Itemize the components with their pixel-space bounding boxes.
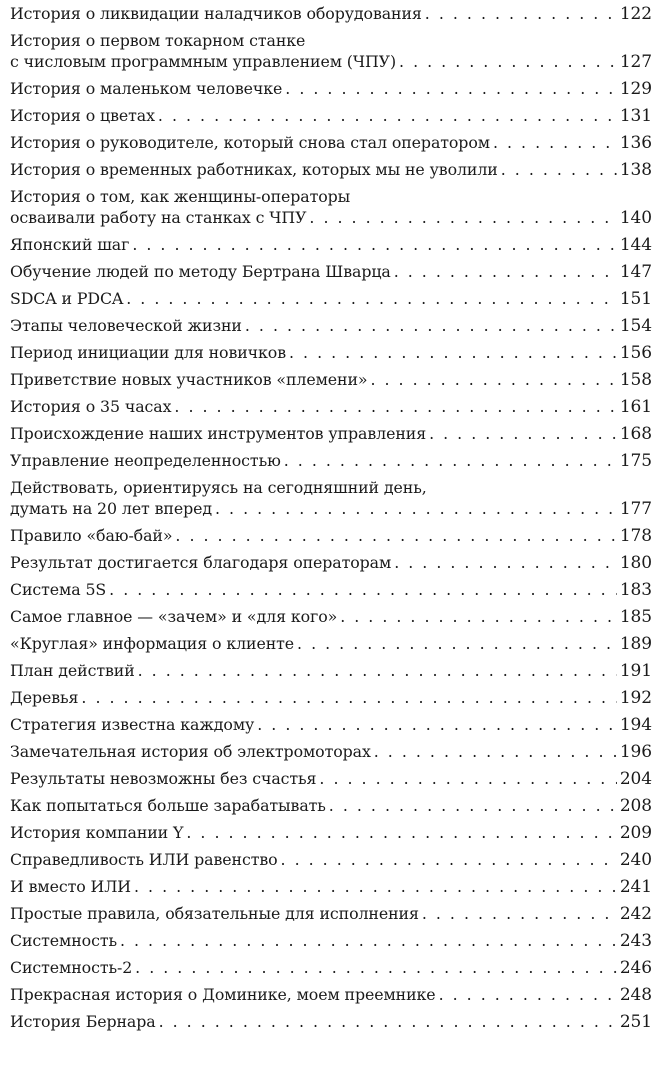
toc-entry-page-number: 138 — [619, 160, 652, 180]
toc-entry-title: Системность — [10, 931, 117, 950]
toc-entry-page-number: 168 — [619, 424, 652, 444]
dot-leader — [159, 1011, 617, 1032]
dot-leader — [81, 687, 616, 708]
toc-entry-page-number: 136 — [619, 133, 652, 153]
toc-entry-title: История о цветах — [10, 106, 155, 125]
toc-entry-page-number: 129 — [619, 79, 652, 99]
toc-entry-title-line: История о том, как женщины-операторы — [10, 187, 351, 206]
dot-leader — [285, 78, 617, 99]
toc-entry-title: История о руководителе, который снова стал оператором — [10, 133, 490, 152]
toc-entry-title: Замечательная история об электромоторах — [10, 742, 371, 761]
toc-entry-page-number: 140 — [619, 208, 652, 228]
toc-entry — [10, 78, 652, 105]
toc-entry — [10, 159, 652, 186]
toc-entry-last-line — [10, 984, 652, 1006]
toc-entry-last-line — [10, 423, 652, 445]
toc-entry-last-line — [10, 51, 652, 73]
dot-leader — [257, 714, 617, 735]
toc-entry-last-line — [10, 261, 652, 283]
toc-entry-page-number: 204 — [619, 769, 652, 789]
toc-entry — [10, 261, 652, 288]
toc-entry-page-number: 243 — [619, 931, 652, 951]
toc-entry-title: Правило «баю-бай» — [10, 526, 173, 545]
toc-entry-title: Как попытаться больше зарабатывать — [10, 796, 326, 815]
toc-entry — [10, 687, 652, 714]
toc-entry-title: Управление неопределенностью — [10, 451, 281, 470]
toc-entry-page-number: 248 — [619, 985, 652, 1005]
toc-entry-last-line — [10, 207, 652, 229]
toc-entry-title: Справедливость ИЛИ равенство — [10, 850, 278, 869]
toc-entry-title: с числовым программным управлением (ЧПУ) — [10, 52, 397, 71]
toc-entry-last-line — [10, 957, 652, 979]
toc-entry — [10, 1011, 652, 1038]
toc-entry — [10, 876, 652, 903]
toc-entry-title: История компании Y — [10, 823, 184, 842]
toc-entry — [10, 342, 652, 369]
toc-entry — [10, 606, 652, 633]
toc-entry-page-number: 189 — [619, 634, 652, 654]
toc-entry-title-line: Действовать, ориентируясь на сегодняшний день, — [10, 478, 427, 497]
toc-entry-last-line — [10, 876, 652, 898]
toc-entry — [10, 903, 652, 930]
dot-leader — [158, 105, 617, 126]
toc-entry-last-line — [10, 450, 652, 472]
toc-entry-title: Прекрасная история о Доминике, моем преемнике — [10, 985, 436, 1004]
toc-entry — [10, 30, 652, 78]
toc-entry-title: осваивали работу на станках с ЧПУ — [10, 208, 307, 227]
toc-entry-last-line — [10, 315, 652, 337]
toc-entry — [10, 930, 652, 957]
toc-entry-last-line — [10, 132, 652, 154]
toc-entry-last-line — [10, 930, 652, 952]
dot-leader — [281, 849, 617, 870]
dot-leader — [493, 132, 617, 153]
toc-entry — [10, 660, 652, 687]
toc-entry — [10, 552, 652, 579]
dot-leader — [289, 342, 617, 363]
toc-entry — [10, 3, 652, 30]
toc-entry-page-number: 191 — [619, 661, 652, 681]
toc-entry — [10, 822, 652, 849]
toc-entry-page-number: 246 — [619, 958, 652, 978]
toc-entry-last-line — [10, 369, 652, 391]
toc-entry-page-number: 161 — [619, 397, 652, 417]
dot-leader — [174, 396, 616, 417]
toc-entry-last-line — [10, 687, 652, 709]
toc-entry-last-line — [10, 552, 652, 574]
toc-entry-title: История о ликвидации наладчиков оборудования — [10, 4, 422, 23]
toc-entry-page-number: 144 — [619, 235, 652, 255]
toc-entry — [10, 288, 652, 315]
toc-entry-title: Японский шаг — [10, 235, 130, 254]
toc-entry-page-number: 158 — [619, 370, 652, 390]
toc-entry — [10, 714, 652, 741]
dot-leader — [399, 51, 617, 72]
toc-entry-page-number: 185 — [619, 607, 652, 627]
dot-leader — [429, 423, 617, 444]
toc-entry-last-line — [10, 78, 652, 100]
dot-leader — [394, 552, 617, 573]
toc-entry-last-line — [10, 741, 652, 763]
dot-leader — [297, 633, 617, 654]
toc-entry-page-number: 177 — [619, 499, 652, 519]
toc-entry-last-line — [10, 1011, 652, 1033]
toc-entry — [10, 186, 652, 234]
toc-entry-title: Деревья — [10, 688, 79, 707]
toc-entry-title: План действий — [10, 661, 135, 680]
toc-entry — [10, 423, 652, 450]
toc-entry-page-number: 208 — [619, 796, 652, 816]
toc-entry — [10, 525, 652, 552]
toc-entry-last-line — [10, 633, 652, 655]
dot-leader — [439, 984, 617, 1005]
toc-entry-title: SDCA и PDCA — [10, 289, 124, 308]
toc-entry-page-number: 122 — [619, 4, 652, 24]
toc-entry — [10, 768, 652, 795]
toc-entry-title: Этапы человеческой жизни — [10, 316, 242, 335]
toc-entry-last-line — [10, 849, 652, 871]
table-of-contents — [10, 3, 652, 1038]
toc-entry-page-number: 241 — [619, 877, 652, 897]
dot-leader — [186, 822, 616, 843]
toc-entry-last-line — [10, 234, 652, 256]
toc-entry-last-line — [10, 579, 652, 601]
toc-entry-page-number: 251 — [619, 1012, 652, 1032]
toc-entry — [10, 315, 652, 342]
toc-entry-page-number: 151 — [619, 289, 652, 309]
dot-leader — [120, 930, 617, 951]
dot-leader — [175, 525, 616, 546]
toc-entry-last-line — [10, 714, 652, 736]
dot-leader — [134, 876, 617, 897]
toc-entry-last-line — [10, 159, 652, 181]
toc-entry-last-line — [10, 903, 652, 925]
dot-leader — [245, 315, 617, 336]
toc-entry-last-line — [10, 3, 652, 25]
toc-entry-title-line: История о первом токарном станке — [10, 31, 306, 50]
toc-entry-page-number: 127 — [619, 52, 652, 72]
toc-entry-title: Простые правила, обязательные для исполнения — [10, 904, 419, 923]
dot-leader — [394, 261, 617, 282]
toc-entry-title: Самое главное — «зачем» и «для кого» — [10, 607, 338, 626]
toc-entry — [10, 741, 652, 768]
toc-entry — [10, 132, 652, 159]
toc-entry-page-number: 242 — [619, 904, 652, 924]
dot-leader — [374, 741, 617, 762]
toc-entry-last-line — [10, 525, 652, 547]
toc-entry-title: История о 35 часах — [10, 397, 172, 416]
toc-entry-title: Система 5S — [10, 580, 107, 599]
toc-entry-page-number: 180 — [619, 553, 652, 573]
toc-entry-title: Стратегия известна каждому — [10, 715, 255, 734]
toc-entry-title: Происхождение наших инструментов управления — [10, 424, 427, 443]
toc-entry-last-line — [10, 105, 652, 127]
toc-entry-last-line — [10, 396, 652, 418]
dot-leader — [138, 660, 617, 681]
dot-leader — [329, 795, 617, 816]
toc-entry-title: Системность-2 — [10, 958, 133, 977]
toc-entry-page-number: 183 — [619, 580, 652, 600]
toc-entry-last-line — [10, 342, 652, 364]
toc-entry-page-number: 240 — [619, 850, 652, 870]
dot-leader — [215, 498, 617, 519]
toc-entry-page-number: 209 — [619, 823, 652, 843]
toc-entry-page-number: 154 — [619, 316, 652, 336]
toc-entry-page-number: 192 — [619, 688, 652, 708]
toc-entry — [10, 633, 652, 660]
toc-entry-page-number: 156 — [619, 343, 652, 363]
toc-entry-last-line — [10, 606, 652, 628]
dot-leader — [284, 450, 617, 471]
dot-leader — [319, 768, 616, 789]
dot-leader — [309, 207, 616, 228]
toc-entry — [10, 579, 652, 606]
toc-entry — [10, 369, 652, 396]
toc-entry-page-number: 175 — [619, 451, 652, 471]
dot-leader — [370, 369, 616, 390]
dot-leader — [135, 957, 617, 978]
toc-entry-title: И вместо ИЛИ — [10, 877, 131, 896]
toc-entry-title: Приветствие новых участников «племени» — [10, 370, 368, 389]
dot-leader — [126, 288, 617, 309]
toc-entry-last-line — [10, 795, 652, 817]
toc-entry — [10, 984, 652, 1011]
dot-leader — [422, 903, 617, 924]
toc-entry — [10, 234, 652, 261]
toc-entry-title: «Круглая» информация о клиенте — [10, 634, 295, 653]
toc-entry-page-number: 147 — [619, 262, 652, 282]
toc-entry-page-number: 131 — [619, 106, 652, 126]
toc-entry-page-number: 196 — [619, 742, 652, 762]
toc-entry-page-number: 194 — [619, 715, 652, 735]
toc-entry — [10, 450, 652, 477]
toc-entry-title: Результат достигается благодаря операторам — [10, 553, 392, 572]
dot-leader — [425, 3, 617, 24]
toc-entry-title: История о маленьком человечке — [10, 79, 283, 98]
toc-entry-title: История о временных работниках, которых мы не уволили — [10, 160, 498, 179]
toc-entry-title: Обучение людей по методу Бертрана Шварца — [10, 262, 391, 281]
toc-entry-title: думать на 20 лет вперед — [10, 499, 212, 518]
toc-entry — [10, 396, 652, 423]
toc-entry — [10, 849, 652, 876]
dot-leader — [340, 606, 617, 627]
toc-entry — [10, 477, 652, 525]
toc-entry-last-line — [10, 498, 652, 520]
toc-entry-last-line — [10, 288, 652, 310]
toc-entry-last-line — [10, 660, 652, 682]
dot-leader — [109, 579, 617, 600]
toc-entry-last-line — [10, 822, 652, 844]
toc-entry-title: Период инициации для новичков — [10, 343, 286, 362]
toc-entry — [10, 795, 652, 822]
toc-entry-last-line — [10, 768, 652, 790]
toc-entry-title: Результаты невозможны без счастья — [10, 769, 317, 788]
toc-entry-title: История Бернара — [10, 1012, 156, 1031]
toc-entry — [10, 105, 652, 132]
dot-leader — [132, 234, 617, 255]
toc-entry-page-number: 178 — [619, 526, 652, 546]
dot-leader — [501, 159, 617, 180]
toc-entry — [10, 957, 652, 984]
